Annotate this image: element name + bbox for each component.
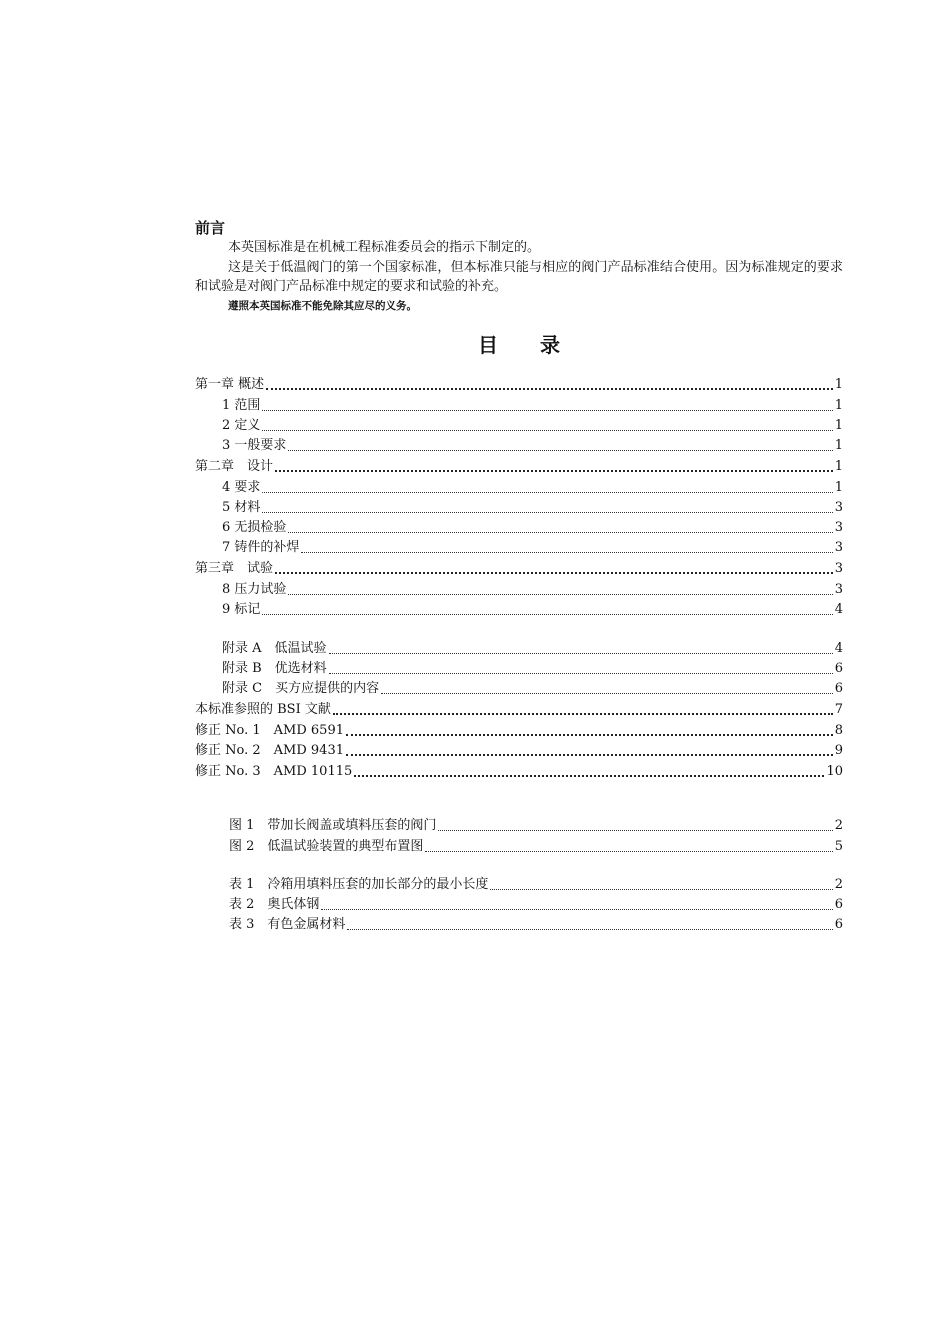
toc-entry-label: 第一章 概述 (195, 377, 265, 392)
toc-table-3[interactable] (229, 916, 843, 934)
toc-entry-4[interactable] (222, 479, 843, 497)
dot-leader (275, 572, 833, 574)
toc-entry-chapter-1[interactable] (195, 376, 843, 394)
toc-entry-page: 3 (834, 582, 843, 597)
toc-entry-label: 表 1 冷箱用填料压套的加长部分的最小长度 (229, 877, 489, 892)
dot-leader (262, 430, 832, 431)
toc-entry-page: 1 (834, 418, 843, 433)
dot-leader (490, 889, 832, 890)
dot-leader (321, 909, 832, 910)
toc-entry-label: 附录 C 买方应提供的内容 (222, 681, 380, 696)
toc-entry-page: 5 (834, 839, 843, 854)
toc-entry-label: 6 无损检验 (222, 520, 287, 535)
toc-entry-label: 2 定义 (222, 418, 261, 433)
toc-entry-9[interactable] (222, 601, 843, 619)
dot-leader (347, 929, 832, 930)
toc-table-1[interactable] (229, 876, 843, 894)
toc-entry-amendment-1[interactable] (195, 722, 843, 740)
dot-leader (346, 734, 833, 736)
foreword-title: 前言 (195, 219, 226, 237)
toc-entry-5[interactable] (222, 499, 843, 517)
toc-entry-2[interactable] (222, 417, 843, 435)
dot-leader (262, 410, 832, 411)
toc-entry-1[interactable] (222, 397, 843, 415)
toc-entry-amendment-3[interactable] (195, 763, 843, 781)
toc-entry-label: 8 压力试验 (222, 582, 287, 597)
toc-entry-bsi-references[interactable] (195, 701, 843, 719)
toc-entry-label: 附录 A 低温试验 (222, 641, 327, 656)
toc-entry-page: 3 (834, 540, 843, 555)
toc-entry-appendix-a[interactable] (222, 640, 843, 658)
dot-leader (262, 492, 832, 493)
toc-entry-amendment-2[interactable] (195, 742, 843, 760)
toc-entry-label: 修正 No. 2 AMD 9431 (195, 743, 344, 758)
toc-entry-label: 3 一般要求 (222, 438, 287, 453)
dot-leader (288, 594, 832, 595)
foreword-paragraph-3: 遵照本英国标准不能免除其应尽的义务。 (228, 300, 417, 312)
dot-leader (301, 552, 832, 553)
dot-leader (333, 713, 833, 715)
toc-entry-label: 5 材料 (222, 500, 261, 515)
toc-entry-label: 附录 B 优选材料 (222, 661, 327, 676)
toc-entry-page: 1 (834, 377, 843, 392)
dot-leader (262, 614, 832, 615)
toc-entry-chapter-3[interactable] (195, 560, 843, 578)
toc-entry-page: 6 (834, 897, 843, 912)
dot-leader (288, 532, 832, 533)
toc-table-2[interactable] (229, 896, 843, 914)
toc-entry-page: 2 (834, 818, 843, 833)
foreword-paragraph-1: 本英国标准是在机械工程标准委员会的指示下制定的。 (228, 240, 541, 255)
dot-leader (425, 851, 832, 852)
toc-entry-chapter-2[interactable] (195, 458, 843, 476)
toc-entry-page: 10 (826, 764, 843, 779)
toc-entry-page: 1 (834, 398, 843, 413)
toc-entry-page: 4 (834, 602, 843, 617)
toc-entry-label: 第三章 试验 (195, 561, 274, 576)
toc-entry-page: 1 (834, 438, 843, 453)
dot-leader (329, 653, 833, 654)
toc-entry-3[interactable] (222, 437, 843, 455)
toc-entry-appendix-c[interactable] (222, 680, 843, 698)
toc-entry-page: 2 (834, 877, 843, 892)
toc-entry-page: 1 (834, 459, 843, 474)
toc-entry-page: 6 (834, 681, 843, 696)
dot-leader (346, 754, 833, 756)
toc-entry-page: 6 (834, 917, 843, 932)
foreword-paragraph-2: 这是关于低温阀门的第一个国家标准，但本标准只能与相应的阀门产品标准结合使用。因为标准规定的要求和试验是对阀门产品标准中规定的要求和试验的补充。 (195, 260, 843, 294)
toc-entry-label: 图 2 低温试验装置的典型布置图 (229, 839, 424, 854)
toc-entry-label: 表 3 有色金属材料 (229, 917, 346, 932)
dot-leader (381, 693, 833, 694)
dot-leader (438, 830, 832, 831)
toc-entry-page: 1 (834, 480, 843, 495)
toc-entry-page: 4 (834, 641, 843, 656)
toc-entry-label: 第二章 设计 (195, 459, 274, 474)
toc-entry-page: 3 (834, 500, 843, 515)
toc-title: 目录 (478, 333, 602, 357)
dot-leader (288, 450, 832, 451)
dot-leader (354, 775, 824, 777)
toc-entry-label: 修正 No. 1 AMD 6591 (195, 723, 344, 738)
toc-entry-appendix-b[interactable] (222, 660, 843, 678)
toc-entry-page: 3 (834, 561, 843, 576)
toc-figure-1[interactable] (229, 817, 843, 835)
toc-entry-page: 3 (834, 520, 843, 535)
toc-figure-2[interactable] (229, 838, 843, 856)
toc-entry-label: 9 标记 (222, 602, 261, 617)
toc-entry-page: 9 (834, 743, 843, 758)
toc-entry-label: 4 要求 (222, 480, 261, 495)
toc-entry-label: 本标准参照的 BSI 文献 (195, 702, 331, 717)
dot-leader (262, 512, 832, 513)
toc-entry-page: 8 (834, 723, 843, 738)
dot-leader (266, 388, 833, 390)
toc-entry-label: 图 1 带加长阀盖或填料压套的阀门 (229, 818, 437, 833)
toc-entry-7[interactable] (222, 539, 843, 557)
toc-entry-label: 修正 No. 3 AMD 10115 (195, 764, 353, 779)
toc-entry-label: 1 范围 (222, 398, 261, 413)
toc-entry-label: 表 2 奥氏体钢 (229, 897, 320, 912)
toc-entry-6[interactable] (222, 519, 843, 537)
toc-entry-page: 6 (834, 661, 843, 676)
dot-leader (275, 470, 833, 472)
toc-entry-8[interactable] (222, 581, 843, 599)
toc-entry-page: 7 (834, 702, 843, 717)
toc-entry-label: 7 铸件的补焊 (222, 540, 300, 555)
dot-leader (329, 673, 833, 674)
